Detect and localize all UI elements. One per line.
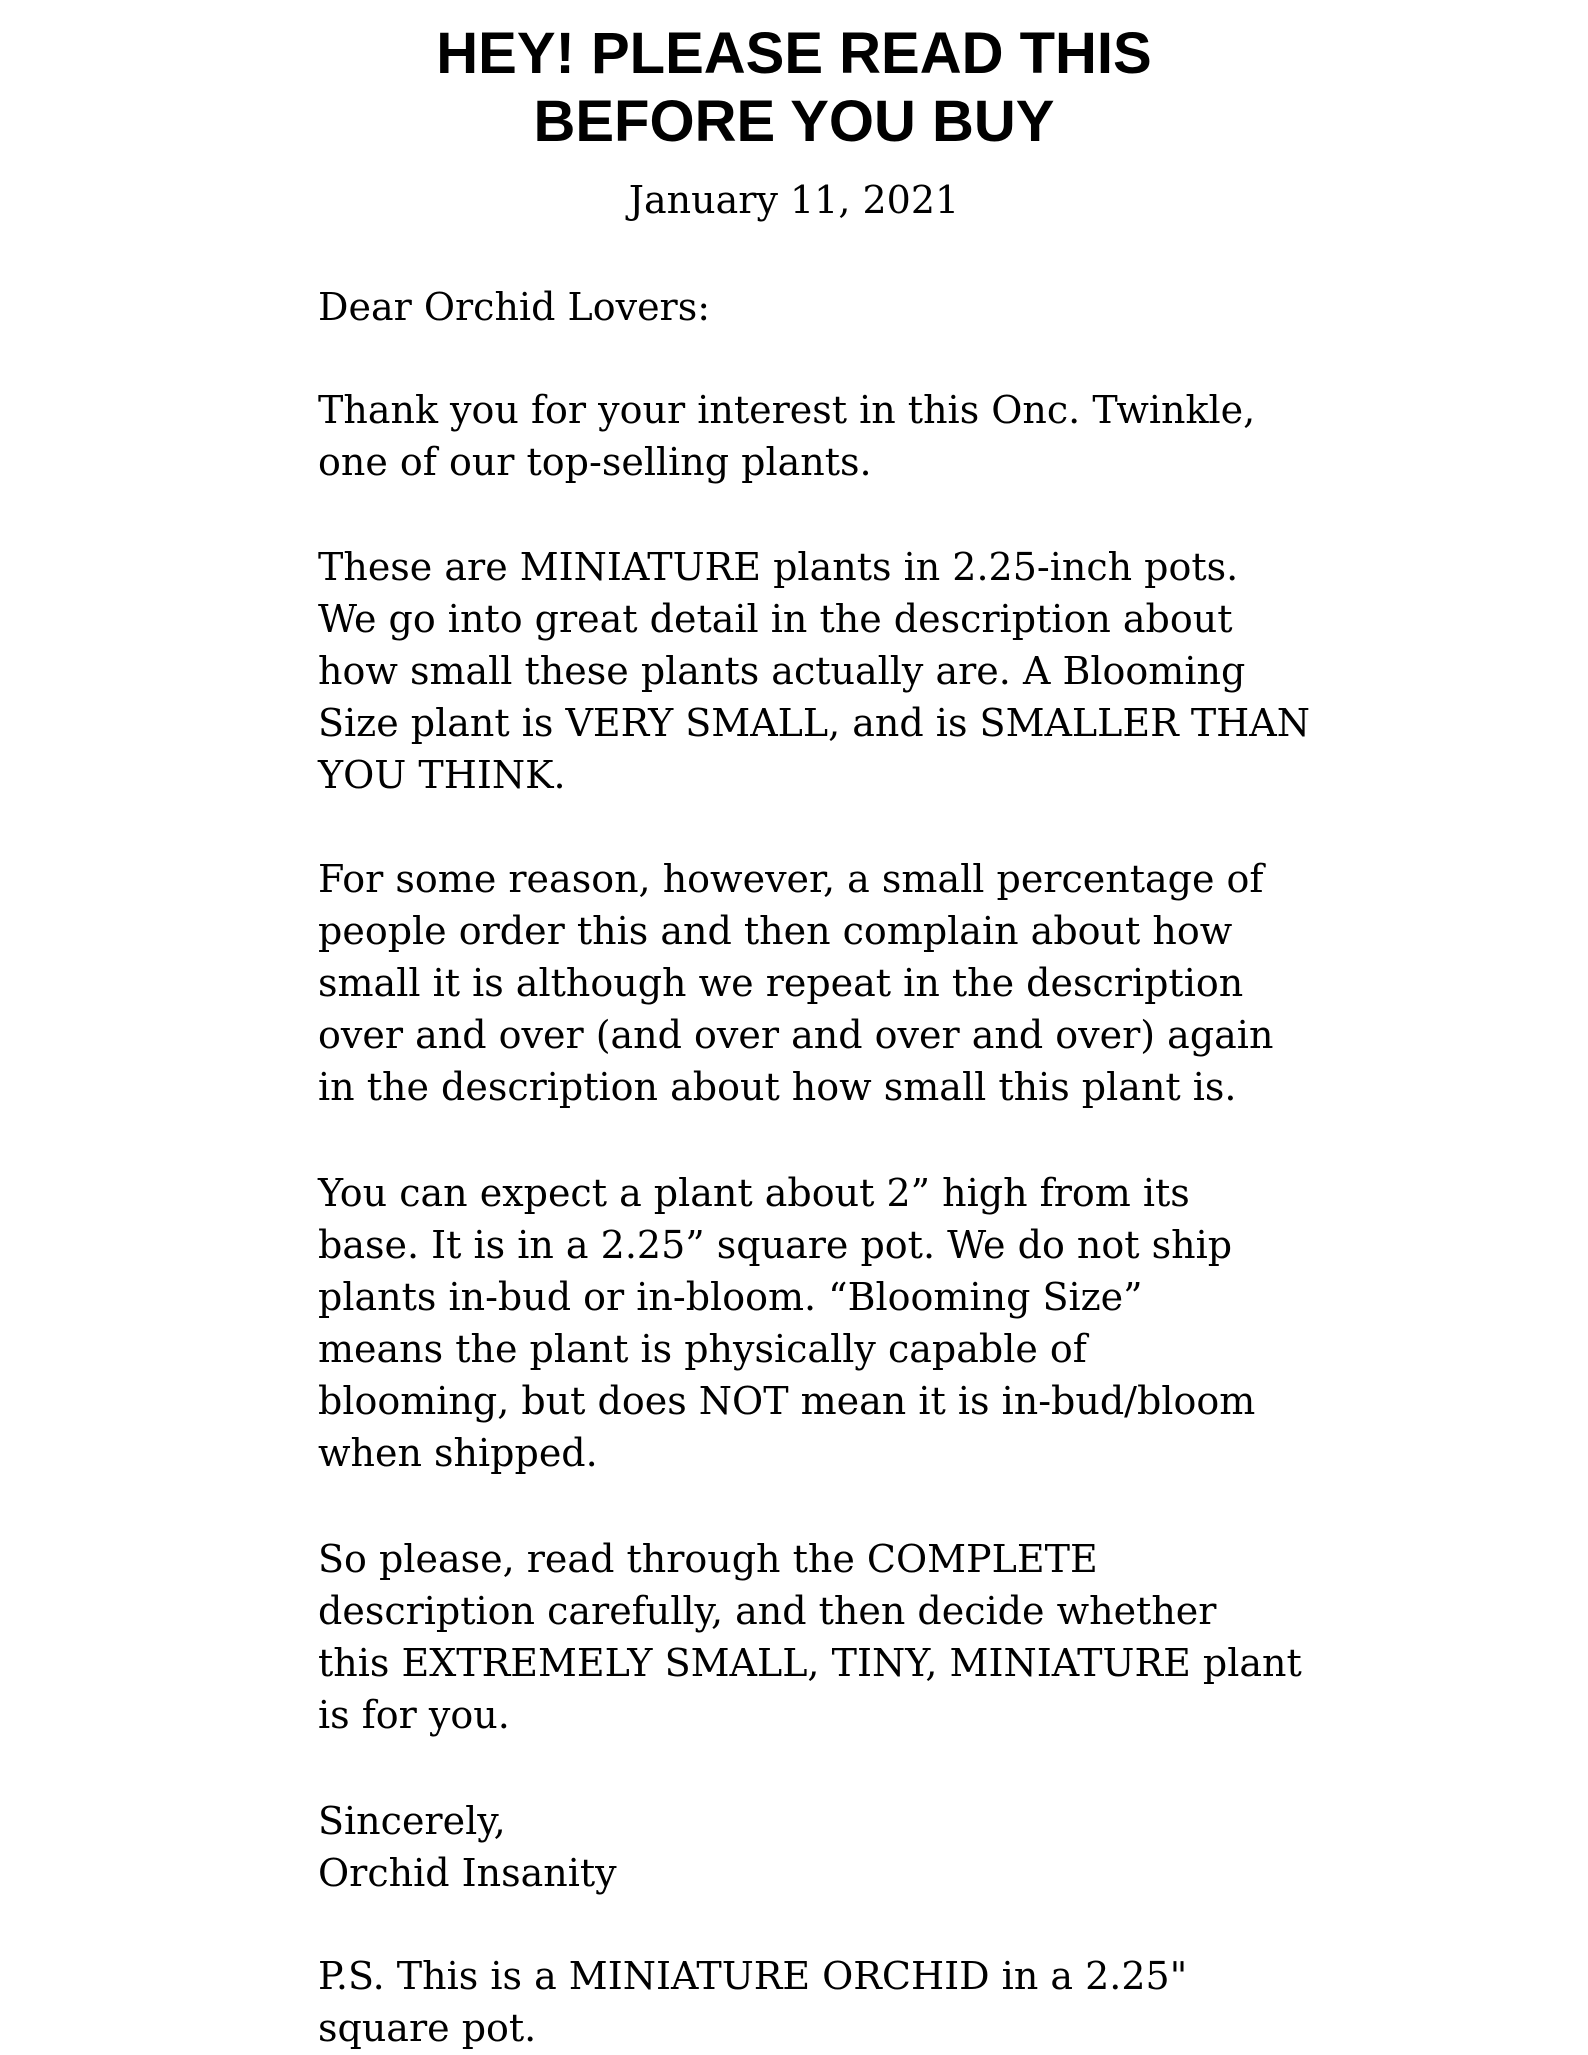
paragraph-miniature: These are MINIATURE plants in 2.25-inch pots. We go into great detail in the description about how small these plants actually are. A Blooming Size plant is VERY SMALL, and is SMALLER THAN YOU THINK. — [318, 545, 1310, 797]
letter-date: January 11, 2021 — [628, 178, 960, 222]
closing: Sincerely, — [318, 1799, 506, 1843]
headline-line-1: HEY! PLEASE READ THIS — [436, 21, 1152, 86]
paragraph-intro: Thank you for your interest in this Onc. Twinkle, one of our top-selling plants. — [318, 388, 1256, 484]
postscript: P.S. This is a MINIATURE ORCHID in a 2.25" square pot. — [318, 1954, 1188, 2050]
paragraph-complaints: For some reason, however, a small percentage of people order this and then complain about how small it is although we repeat in the description over and over (and over and over and over) again in the description about how small this plant is. — [318, 857, 1274, 1109]
signature: Orchid Insanity — [318, 1851, 617, 1895]
headline-line-2: BEFORE YOU BUY — [533, 89, 1055, 154]
paragraph-expectations: You can expect a plant about 2” high from its base. It is in a 2.25” square pot. We do not ship plants in-bud or in-bloom. “Blooming Size” means the plant is physically capable of blooming, but does NOT mean it is in-bud/bloom when shipped. — [318, 1171, 1256, 1475]
salutation: Dear Orchid Lovers: — [318, 285, 711, 329]
paragraph-read-carefully: So please, read through the COMPLETE description carefully, and then decide whether this EXTREMELY SMALL, TINY, MINIATURE plant is for you. — [318, 1537, 1302, 1737]
